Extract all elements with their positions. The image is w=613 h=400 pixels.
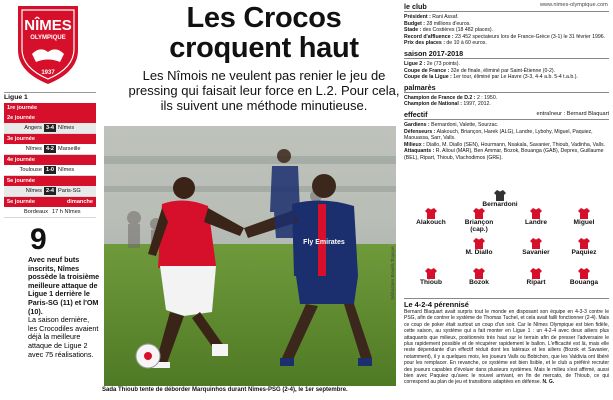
shirt-icon — [578, 238, 590, 249]
results-list — [4, 92, 96, 218]
info-line: Défenseurs : Alakouch, Briançon, Harek (ALG), Landre, Lybohy, Miguel, Paquiez, Maouassa, Sarr, Valls. — [404, 128, 593, 142]
season-section-title: saison 2017-2018 — [404, 49, 609, 59]
match-row — [4, 144, 96, 155]
match-row — [4, 207, 96, 218]
player-name: Alakouch — [416, 219, 446, 226]
away-team: Nîmes — [58, 167, 75, 173]
lineup-player — [457, 238, 501, 256]
shirt-icon — [530, 268, 542, 279]
shirt-icon — [473, 268, 485, 279]
home-team: Angers — [24, 125, 42, 131]
info-line: Coupe de la Ligue : 1er tour, éliminé par Le Havre (3-3, 4-4 a.b. 5-4 t.a.b.). — [404, 74, 578, 81]
lineup-player — [478, 190, 522, 208]
info-line: Budget : 28 millions d'euros. — [404, 20, 471, 27]
player-name: Ripart — [526, 279, 546, 286]
photo-caption: Sada Thioub tente de déborder Marquinhos durant Nîmes-PSG (2-4), le 1er septembre. — [102, 387, 348, 393]
formation-title: Le 4-2-4 pérennisé — [404, 298, 609, 309]
lineup-player — [562, 208, 606, 226]
info-line: Prix des places : de 10 à 60 euros. — [404, 40, 487, 47]
aside-text: La saison dernière, les Crocodiles avaient déjà la meilleure attaque de Ligue 2 avec 75 réalisations. — [28, 315, 99, 359]
round-label: 5e journée — [4, 176, 96, 186]
shirt-icon — [494, 190, 506, 201]
match-photo — [104, 126, 396, 386]
away-team: 17 h Nîmes — [52, 209, 81, 215]
player-name: Miguel — [573, 219, 595, 226]
shirt-icon — [578, 268, 590, 279]
club-website: www.nimes-olympique.com — [540, 2, 608, 8]
lineup-player — [514, 208, 558, 226]
shirt-icon — [530, 208, 542, 219]
crest-sub: OLYMPIQUE — [30, 35, 66, 41]
info-line: Stade : des Costières (18 482 places). — [404, 27, 494, 34]
club-section-title: le club — [404, 2, 609, 12]
next-match-day: dimanche — [66, 199, 93, 205]
home-team: Nîmes — [25, 146, 42, 152]
lineup-player — [409, 208, 453, 226]
crest-name: NÎMES — [24, 17, 72, 34]
lineup-player — [562, 238, 606, 256]
round-label: 1re journée — [4, 103, 96, 113]
next-round — [4, 197, 96, 207]
lead-paragraph: Les Nîmois ne veulent pas renier le jeu de pressing qui faisait leur force en L.2. Pour cela, ils suivent une méthode minutieuse. — [128, 68, 400, 113]
round-label: 3e journée — [4, 134, 96, 144]
goals-stat-number: 9 — [30, 223, 47, 256]
home-team: Bordeaux — [24, 209, 48, 215]
lineup-player — [514, 268, 558, 286]
formation-signature: N. G. — [542, 379, 555, 386]
match-row — [4, 186, 96, 197]
formation-box — [404, 298, 609, 386]
player-name: Briançon — [464, 219, 494, 226]
formation-text: Bernard Blaquart avait surpris tout le monde en disposant son équipe en 4-3-3 contre le PSG, afin de contrer le système de Thomas Tuchel, et cela avait failli fonctionner (2-4). Mais ce coup de poker était surtout un coup d'un soir. Car le Nîmes Olympique est bien fidèle, cette saison, au système qui a fait monter en Ligue 1 : un 4-2-4 avec deux ailiers plus attaquants que milieux, positionnés très haut sur le terrain afin de presser l'adversaire le plus rapidement possible et de récupérer rapidement le ballon. L'efficacité est là, mais elle reste dépendante d'un effectif réduit dont les latéraux et les ailiers (Bozok et Savanier, notamment), il y a quelques mois, les joueurs Valls ou Bobichon, que les Valdivia ont libéré pour les remplacer. En revanche, ce système est bien lisible, et le club a préféré recruter des joueurs capables d'évoluer dans plusieurs systèmes. Mais le milieu s'est affirmé, aussi bien avec Paquiez qu'avec le nouvel arrivant, en fin de mercato, de Thioub, ce qui correspond au plan de jeu et transitions adaptées en défense. N. G. — [404, 309, 609, 386]
palmares-section-title: palmarès — [404, 83, 609, 93]
shirt-icon — [530, 238, 542, 249]
away-team: Nîmes — [58, 125, 75, 131]
info-line: Milieux : Diallo, M. Diallo (SEN), Hourmann, Nsakala, Savanier, Thioub, Vadinha, Valls. — [404, 141, 605, 148]
player-name: Landre — [525, 219, 547, 226]
round-label: 4e journée — [4, 155, 96, 165]
lineup-player — [457, 268, 501, 286]
club-sidebar — [404, 0, 609, 162]
shirt-icon — [425, 268, 437, 279]
match-row — [4, 165, 96, 176]
info-line: Record d'affluence : 23 452 spectateurs lors de France-Grèce (3-1) le 31 février 1996. — [404, 33, 606, 40]
player-name: M. Diallo — [465, 249, 493, 256]
player-name: Bouanga — [569, 279, 599, 286]
match-score: 2-4 — [45, 188, 55, 194]
info-line: Gardiens : Bernardoni, Valette, Sourzac. — [404, 121, 499, 128]
player-name: Thioub — [420, 279, 442, 286]
info-line: Président : Rani Assaf. — [404, 14, 459, 20]
crest-year: 1937 — [41, 70, 55, 76]
info-line: Champion de National : 1997, 2012. — [404, 101, 491, 108]
photo-credit: Sébastien Boué/L'Équipe — [391, 246, 396, 300]
player-name: Paquiez — [571, 249, 597, 256]
shirt-icon — [473, 208, 485, 219]
home-team: Toulouse — [19, 167, 42, 173]
lineup-player — [514, 238, 558, 256]
away-team: Marseille — [58, 146, 81, 152]
aside-bold-text: Avec neuf buts inscrits, Nîmes possède la troisième meilleure attaque de Ligue 1 derrière le Paris-SG (11) et l'OM (10). — [28, 255, 100, 316]
match-score: 1-0 — [45, 167, 55, 173]
goals-aside — [28, 256, 100, 359]
match-row — [4, 123, 96, 134]
shirt-icon — [473, 238, 485, 249]
lineup-player — [409, 268, 453, 286]
player-name: Savanier — [522, 249, 550, 256]
round-label: 2e journée — [4, 113, 96, 123]
round-label: 5e journée — [7, 199, 35, 205]
lineup-diagram — [404, 186, 609, 294]
lineup-player — [562, 268, 606, 286]
away-team: Paris-SG — [58, 188, 81, 194]
squad-section-title: effectif entraîneur : Bernard Blaquart — [404, 109, 609, 119]
info-line: Champion de France de D.2 : 2 : 1950. — [404, 94, 498, 101]
shirt-icon — [578, 208, 590, 219]
match-score: 3-4 — [45, 125, 55, 131]
league-label: Ligue 1 — [4, 92, 96, 103]
match-score: 4-2 — [45, 146, 55, 152]
info-line: Attaquants : R. Alioui (MAR), Ben Ammar, Bozok, Bouanga (GAB), Depres, Guillaume (BEL), Ripart, Thioub, Vlachodimos (GRE). — [404, 148, 604, 161]
jersey-text: Fly Emirates — [303, 239, 345, 246]
player-name: Bozok — [469, 279, 489, 286]
shirt-icon — [425, 208, 437, 219]
home-team: Nîmes — [25, 188, 42, 194]
nimes-olympique-crest — [14, 2, 82, 86]
coach-label: entraîneur : Bernard Blaquart — [536, 110, 609, 117]
player-name: Bernardoni — [482, 201, 518, 208]
info-line: Coupe de France : 32e de finale, éliminé par Saint-Étienne (0-2). — [404, 67, 556, 74]
info-line: Ligue 2 : 2e (73 points). — [404, 60, 460, 67]
lineup-player — [457, 208, 501, 234]
captain-label: (cap.) — [470, 226, 488, 234]
headline: Les Crocos croquent haut — [169, 2, 359, 64]
